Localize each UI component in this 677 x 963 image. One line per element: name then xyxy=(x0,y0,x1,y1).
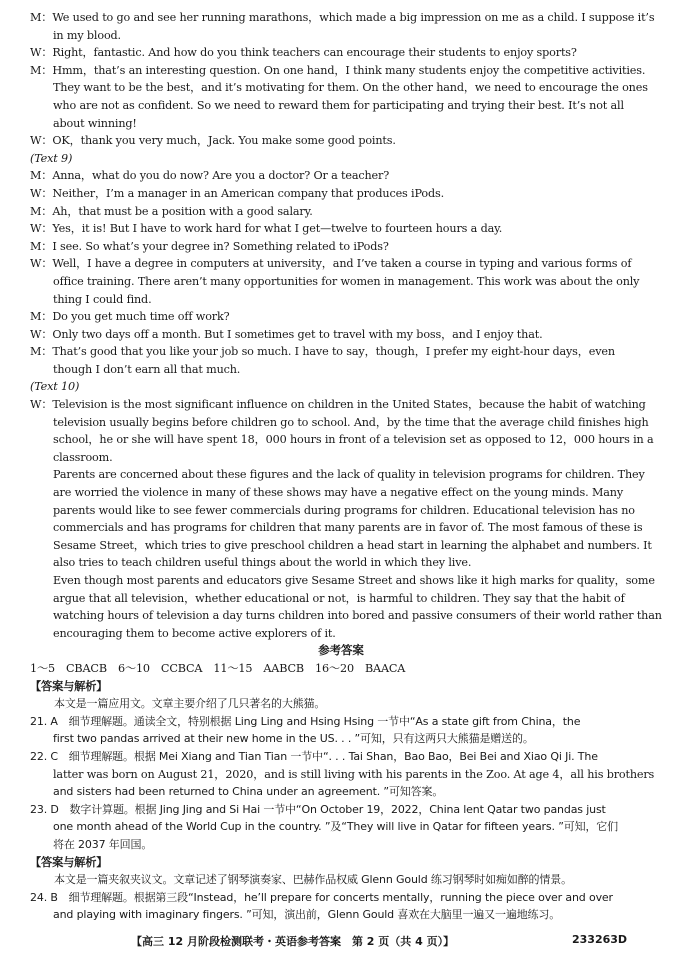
text-line: 参考答案 xyxy=(318,643,364,658)
text-line: 本文是一篇夹叙夹议文。文章记述了钢琴演奏家、巴赫作品权威 Glenn Gould 练习钢琴时如痴如醉的情景。 xyxy=(54,873,572,887)
text-line: 本文是一篇应用文。文章主要介绍了几只著名的大熊猫。 xyxy=(54,697,326,711)
text-line: (Text 9) xyxy=(30,151,73,165)
document-body xyxy=(30,9,662,924)
text-line: who are not as confident. So we need to reward them for participating and trying their best. It’s not all xyxy=(53,98,624,112)
text-line: Parents are concerned about these figures and the lack of quality in television programs for children. They xyxy=(53,468,645,482)
text-line: also tries to teach children useful things about the world in which they live. xyxy=(53,556,472,570)
text-line: one month ahead of the World Cup in the country. ”及“They will live in Qatar for fifteen years. ”可知，它们 xyxy=(53,820,618,834)
text-line: W：Television is the most significant influence on children in the United States，because the habit of watching xyxy=(30,398,646,412)
text-line: W：Neither，I’m a manager in an American company that produces iPods. xyxy=(30,186,444,200)
text-line: M：Ah，that must be a position with a good salary. xyxy=(30,204,313,218)
text-line: (Text 10) xyxy=(30,380,80,394)
text-line: M：We used to go and see her running marathons，which made a big impression on me as a child. I suppose it’s xyxy=(30,11,655,24)
text-line: W：Only two days off a month. But I sometimes get to travel with my boss，and I enjoy that. xyxy=(30,327,543,341)
text-line: 【答案与解析】 xyxy=(30,679,108,693)
page-footer xyxy=(0,933,677,953)
text-line: classroom. xyxy=(53,450,113,464)
text-line: 24. B 细节理解题。根据第三段“Instead，he’ll prepare for concerts mentally，running the piece over and over xyxy=(30,890,613,904)
text-line: M：Do you get much time off work? xyxy=(30,310,230,324)
text-line: They want to be the best，and it’s motivating for them. On the other hand，we need to encourage the ones xyxy=(53,81,648,95)
text-line: about winning! xyxy=(53,116,137,130)
text-line: 【答案与解析】 xyxy=(30,855,108,869)
text-line: office training. There aren’t many opportunities for women in management. This work was about the only xyxy=(53,274,640,288)
text-line: and playing with imaginary fingers. ”可知，演出前，Glenn Gould 喜欢在大脑里一遍又一遍地练习。 xyxy=(53,908,561,922)
text-line: commercials and has programs for children that many parents are in favor of. The most famous of these is xyxy=(53,521,643,535)
footer-title: 【高三 12 月阶段检测联考・英语参考答案 第 2 页（共 4 页）】 xyxy=(131,935,455,948)
text-line: in my blood. xyxy=(53,28,121,42)
text-line: argue that all television，whether educational or not，is harmful to children. They say that the habit of xyxy=(53,591,625,605)
text-line: parents would like to see fewer commercials during programs for children. Educational television has no xyxy=(53,503,635,517)
text-line: and sisters had been returned to China under an agreement. ”可知答案。 xyxy=(53,785,444,799)
text-line: M：I see. So what’s your degree in? Something related to iPods? xyxy=(30,239,389,253)
text-line: W：Yes，it is! But I have to work hard for what I get—twelve to fourteen hours a day. xyxy=(30,222,503,236)
text-line: Even though most parents and educators give Sesame Street and shows like it high marks for quality，some xyxy=(53,574,655,587)
text-line: watching hours of television a day turns children into bored and passive consumers of their world rather than xyxy=(53,609,662,623)
text-line: television usually begins before children go to school. And，by the time that the average child finishes high xyxy=(53,415,649,429)
text-line: first two pandas arrived at their new home in the US. . . ”可知，只有这两只大熊猫是赠送的。 xyxy=(53,732,534,746)
text-line: M：Anna，what do you do now? Are you a doctor? Or a teacher? xyxy=(30,169,390,183)
text-line: though I don’t earn all that much. xyxy=(53,362,241,376)
text-line: 23. D 数字计算题。根据 Jing Jing and Si Hai 一节中“On October 19，2022，China lent Qatar two pandas just xyxy=(30,802,606,816)
text-line: 22. C 细节理解题。根据 Mei Xiang and Tian Tian 一节中“. . . Tai Shan，Bao Bao，Bei Bei and Xiao Qi Ji. The xyxy=(30,749,598,763)
text-line: M：That’s good that you like your job so much. I have to say，though，I prefer my eight-hour days，even xyxy=(30,345,615,359)
text-line: thing I could find. xyxy=(53,292,152,306)
text-line: M：Hmm，that’s an interesting question. On one hand，I think many students enjoy the competitive activities. xyxy=(30,63,646,77)
text-line: latter was born on August 21，2020，and is still living with his parents in the Zoo. At age 4，all his brothers xyxy=(53,767,655,781)
text-line: encouraging them to become active explorers of it. xyxy=(53,626,336,640)
text-line: 将在 2037 年回国。 xyxy=(53,837,153,851)
text-line: W：Right，fantastic. And how do you think teachers can encourage their students to enjoy sports? xyxy=(30,46,577,60)
text-line: are worried the violence in many of these shows may have a negative effect on the young minds. Many xyxy=(53,486,623,500)
footer-code: 233263D xyxy=(572,933,628,946)
text-line: Sesame Street，which tries to give preschool children a head start in learning the alphabet and numbers. It xyxy=(53,538,652,552)
text-line: W：OK，thank you very much，Jack. You make some good points. xyxy=(30,134,396,148)
text-line: school，he or she will have spent 18，000 hours in front of a television set as opposed to 12，000 hours in a xyxy=(53,433,654,447)
text-line: 21. A 细节理解题。通读全文，特别根据 Ling Ling and Hsing Hsing 一节中“As a state gift from China，the xyxy=(30,714,581,728)
text-line: W：Well，I have a degree in computers at university，and I’ve taken a course in typing and various forms of xyxy=(30,257,632,271)
text-line: 1～5 CBACB 6～10 CCBCA 11～15 AABCB 16～20 BAACA xyxy=(30,661,406,675)
